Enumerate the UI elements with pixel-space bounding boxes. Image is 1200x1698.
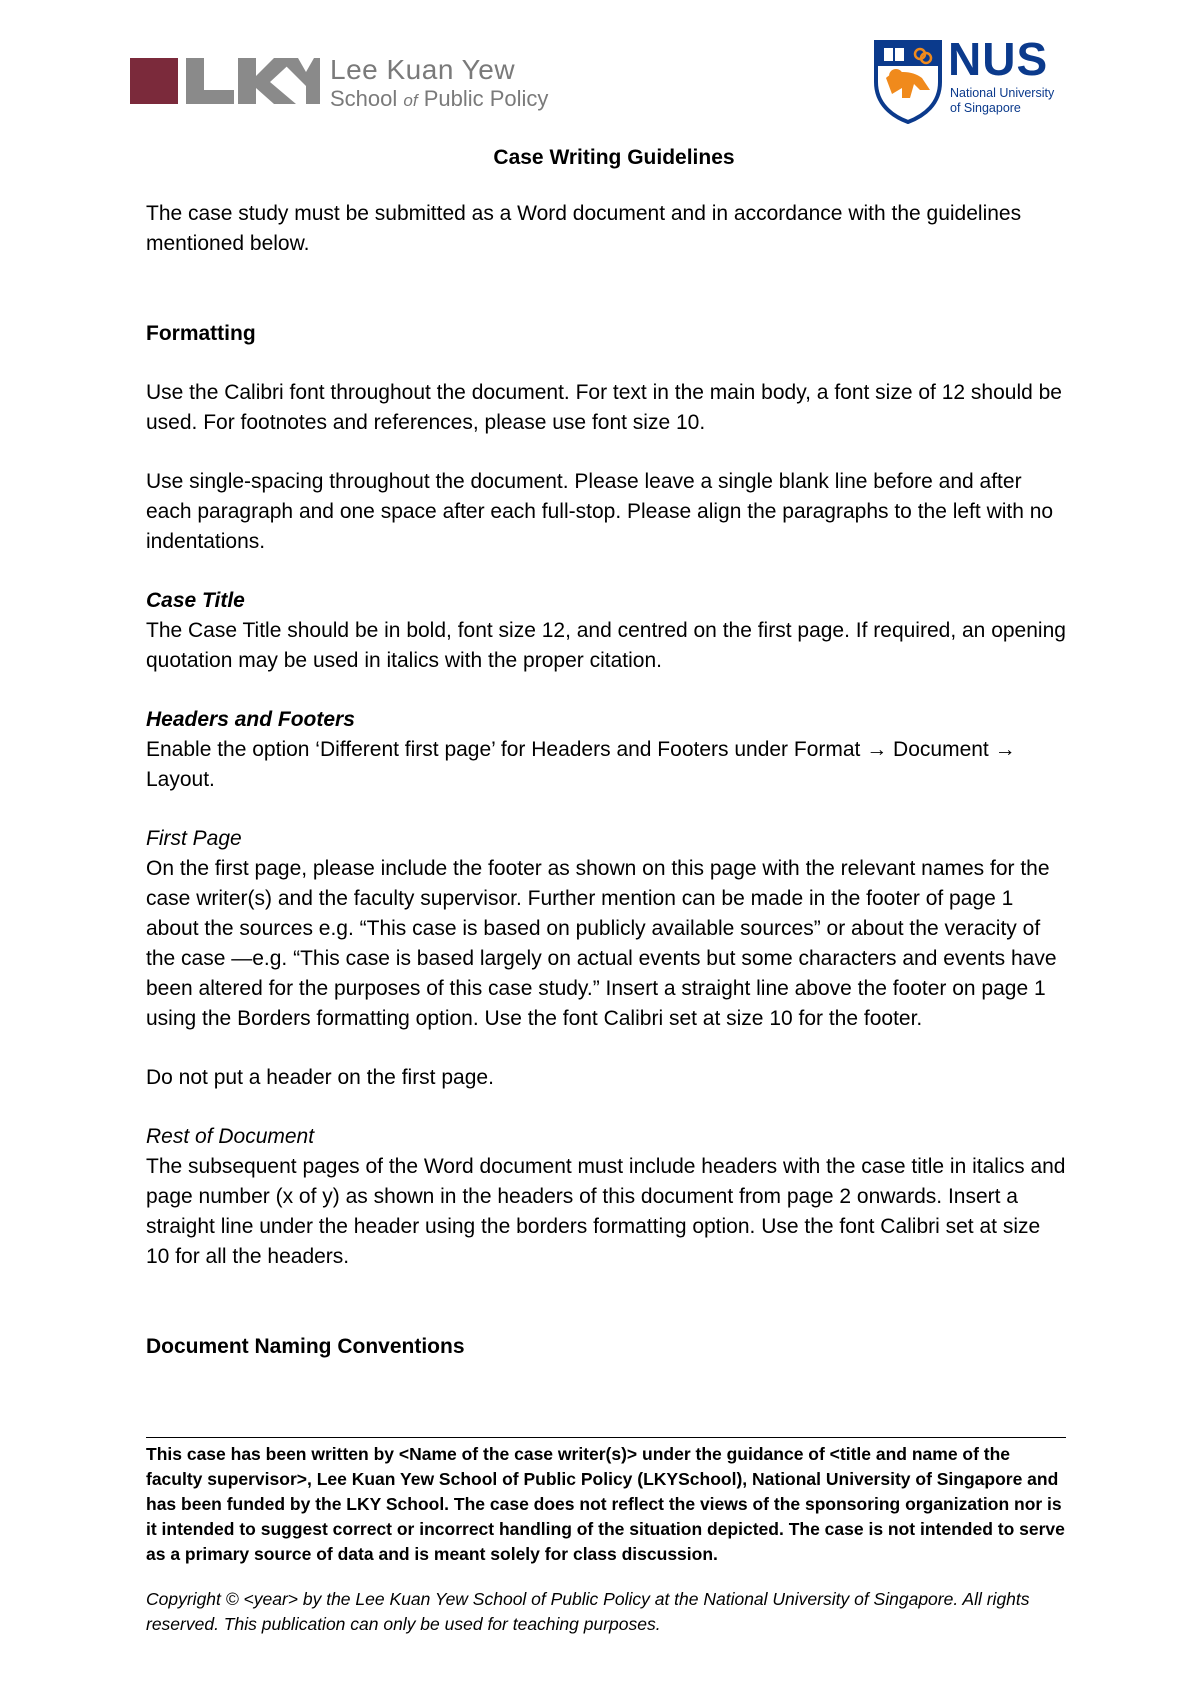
spacer: [146, 1272, 1066, 1332]
lky-school-of: of: [403, 91, 418, 110]
page-footer: [146, 1437, 1066, 1637]
lky-school-logo: [130, 52, 570, 114]
nus-full-name: [950, 86, 1054, 116]
nus-abbreviation: NUS: [948, 33, 1049, 85]
case-title-paragraph: The Case Title should be in bold, font size 12, and centred on the first page. If required, an opening quotation may be used in italics with the proper citation.: [146, 619, 1066, 672]
page-title: Case Writing Guidelines: [493, 146, 735, 169]
footer-copyright: Copyright © <year> by the Lee Kuan Yew School of Public Policy at the National University of Singapore. All rights reserved. This publication can only be used for teaching purposes.: [146, 1589, 1030, 1634]
rest-of-document-paragraph: The subsequent pages of the Word document must include headers with the case title in italics and page number (x of y) as shown in the headers of this document from page 2 onwards. Insert a straight line under the header using the borders formatting option. Use the font Calibri set at size 10 for all the headers.: [146, 1155, 1066, 1268]
nus-crest-icon: [872, 38, 944, 124]
headers-footers-paragraph: Enable the option ‘Different first page’ for Headers and Footers under Format → Document → Layout.: [146, 738, 1016, 791]
headers-footers-heading: Headers and Footers: [146, 708, 355, 731]
lky-school-line: [330, 86, 548, 112]
document-body: [146, 143, 1066, 1362]
lky-school-prefix: School: [330, 86, 398, 111]
spacer: [146, 259, 1066, 319]
case-title-heading: Case Title: [146, 589, 245, 612]
formatting-heading: Formatting: [146, 322, 256, 345]
formatting-spacing-paragraph: Use single-spacing throughout the document. Please leave a single blank line before and after each paragraph and one space after each full-stop. Please align the paragraphs to the left with no indentations.: [146, 470, 1054, 553]
lky-name-line: Lee Kuan Yew: [330, 54, 516, 85]
nus-full-line2: of Singapore: [950, 101, 1021, 115]
nus-full-line1: National University: [950, 86, 1055, 100]
first-page-heading: First Page: [146, 827, 242, 850]
nus-logo: [872, 33, 1072, 126]
first-page-paragraph: On the first page, please include the footer as shown on this page with the relevant names for the case writer(s) and the faculty supervisor. Further mention can be made in the footer of page 1 about the sources e.g. “This case is based on publicly available sources” or about the veracity of the case —e.g. “This case is based largely on actual events but some characters and events have been altered for the purposes of this case study.” Insert a straight line above the footer on page 1 using the Borders formatting option. Use the font Calibri set at size 10 for the footer.: [146, 857, 1057, 1030]
footer-case-note: This case has been written by <Name of the case writer(s)> under the guidance of <title and name of the faculty supervisor>, Lee Kuan Yew School of Public Policy (LKYSchool), National University of Singapore and has been funded by the LKY School. The case does not reflect the views of the sponsoring organization nor is it intended to suggest correct or incorrect handling of the situation depicted. The case is not intended to serve as a primary source of data and is meant solely for class discussion.: [146, 1444, 1065, 1564]
lky-school-suffix: Public Policy: [423, 86, 549, 111]
no-header-paragraph: Do not put a header on the first page.: [146, 1066, 494, 1089]
rest-of-document-heading: Rest of Document: [146, 1125, 315, 1148]
page-header: [0, 0, 1200, 140]
footer-divider: [146, 1437, 1066, 1438]
lky-monogram-icon: [130, 56, 320, 108]
formatting-font-paragraph: Use the Calibri font throughout the document. For text in the main body, a font size of 12 should be used. For footnotes and references, please use font size 10.: [146, 381, 1062, 434]
naming-conventions-heading: Document Naming Conventions: [146, 1335, 465, 1358]
intro-paragraph: The case study must be submitted as a Word document and in accordance with the guidelines mentioned below.: [146, 202, 1022, 255]
